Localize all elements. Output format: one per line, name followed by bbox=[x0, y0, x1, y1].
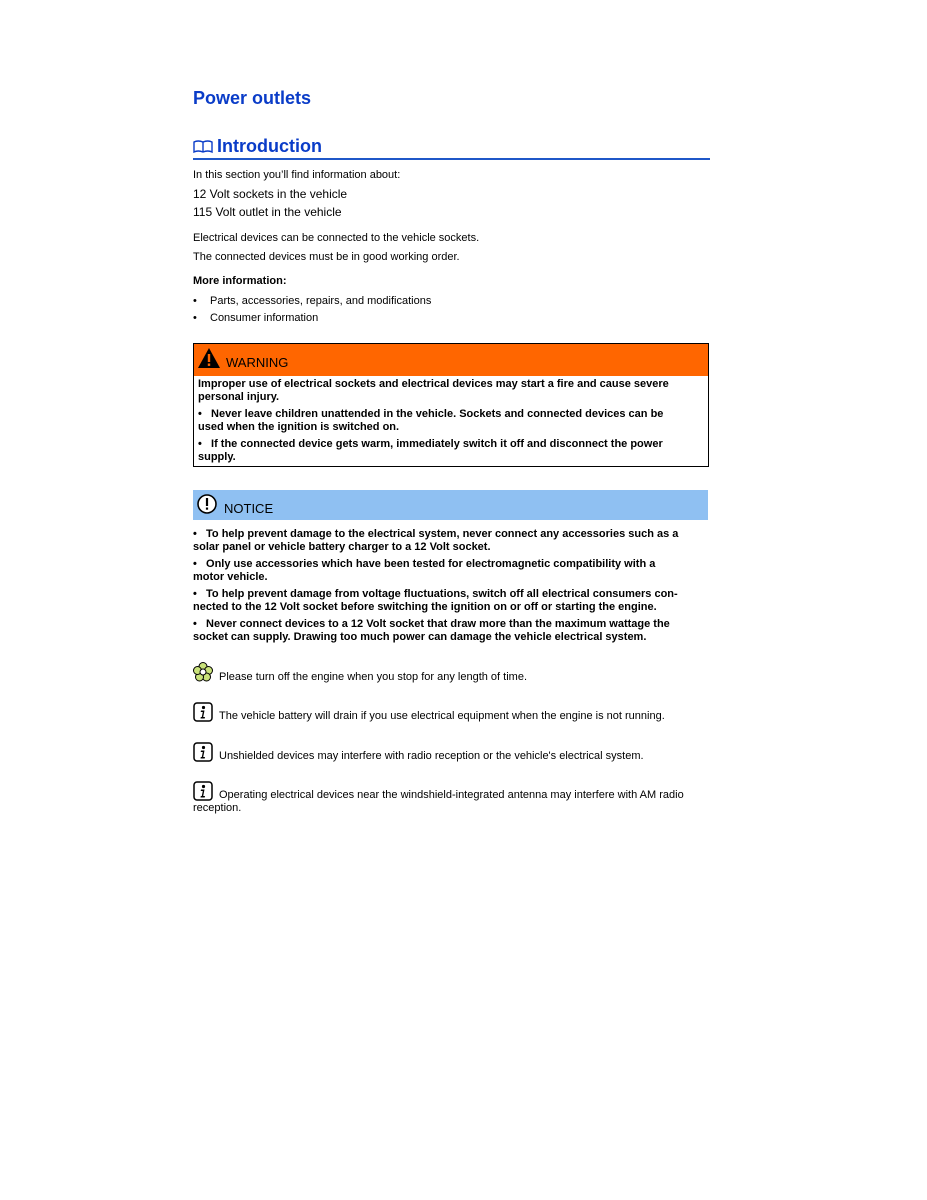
info-icon bbox=[193, 781, 213, 801]
warning-box bbox=[193, 343, 709, 467]
warning-item: • Never leave children unattended in the vehicle. Sockets and connected devices can be bbox=[198, 408, 664, 420]
tip-text: Please turn off the engine when you stop for any length of time. bbox=[219, 671, 527, 683]
page-title: Power outlets bbox=[193, 88, 312, 108]
tip-text: The vehicle battery will drain if you use electrical equipment when the engine is not running. bbox=[219, 710, 665, 722]
warning-header bbox=[194, 344, 708, 376]
notice-exclamation-icon bbox=[196, 493, 218, 515]
topic-link[interactable]: 12 Volt sockets in the vehicle bbox=[193, 187, 348, 201]
warning-item: • If the connected device gets warm, immediately switch it off and disconnect the power bbox=[198, 438, 663, 450]
bullet-icon: • bbox=[193, 312, 197, 324]
section-heading: Introduction bbox=[217, 136, 322, 156]
warning-text: personal injury. bbox=[198, 391, 280, 403]
warning-item: used when the ignition is switched on. bbox=[198, 421, 400, 433]
tip-text: Unshielded devices may interfere with radio reception or the vehicle's electrical system. bbox=[219, 750, 644, 762]
notice-item: • To help prevent damage to the electrical system, never connect any accessories such as a bbox=[193, 528, 679, 540]
warning-item: supply. bbox=[198, 451, 236, 463]
notice-item: solar panel or vehicle battery charger to a 12 Volt socket. bbox=[193, 541, 491, 553]
more-info-label: More information: bbox=[193, 275, 287, 287]
list-item-label: Parts, accessories, repairs, and modifications bbox=[210, 295, 432, 307]
section-heading-row bbox=[193, 134, 710, 160]
warning-title: WARNING bbox=[226, 355, 289, 370]
topic-link[interactable]: 115 Volt outlet in the vehicle bbox=[193, 205, 342, 219]
flower-eco-icon bbox=[193, 662, 213, 682]
paragraph: The connected devices must be in good working order. bbox=[193, 251, 460, 263]
paragraph: Electrical devices can be connected to the vehicle sockets. bbox=[193, 232, 480, 244]
notice-title: NOTICE bbox=[224, 501, 274, 516]
notice-item: • Only use accessories which have been tested for electromagnetic compatibility with a bbox=[193, 558, 656, 570]
notice-item: motor vehicle. bbox=[193, 571, 268, 583]
book-icon bbox=[193, 140, 213, 154]
notice-header bbox=[193, 490, 708, 520]
intro-text: In this section you’ll find information about: bbox=[193, 169, 401, 181]
info-icon bbox=[193, 702, 213, 722]
notice-item: nected to the 12 Volt socket before switching the ignition on or off or starting the engine. bbox=[193, 601, 657, 613]
notice-item: • Never connect devices to a 12 Volt socket that draw more than the maximum wattage the bbox=[193, 618, 670, 630]
info-icon bbox=[193, 742, 213, 762]
warning-triangle-icon bbox=[197, 347, 221, 369]
tip-text: Operating electrical devices near the windshield-integrated antenna may interfere with AM radio bbox=[219, 789, 684, 801]
list-item-label: Consumer information bbox=[210, 312, 319, 324]
tip-text: reception. bbox=[193, 802, 242, 814]
notice-item: socket can supply. Drawing too much power can damage the vehicle electrical system. bbox=[193, 631, 647, 643]
notice-item: • To help prevent damage from voltage fluctuations, switch off all electrical consumers con- bbox=[193, 588, 678, 600]
bullet-icon: • bbox=[193, 295, 197, 307]
warning-text: Improper use of electrical sockets and electrical devices may start a fire and cause severe bbox=[198, 378, 669, 390]
